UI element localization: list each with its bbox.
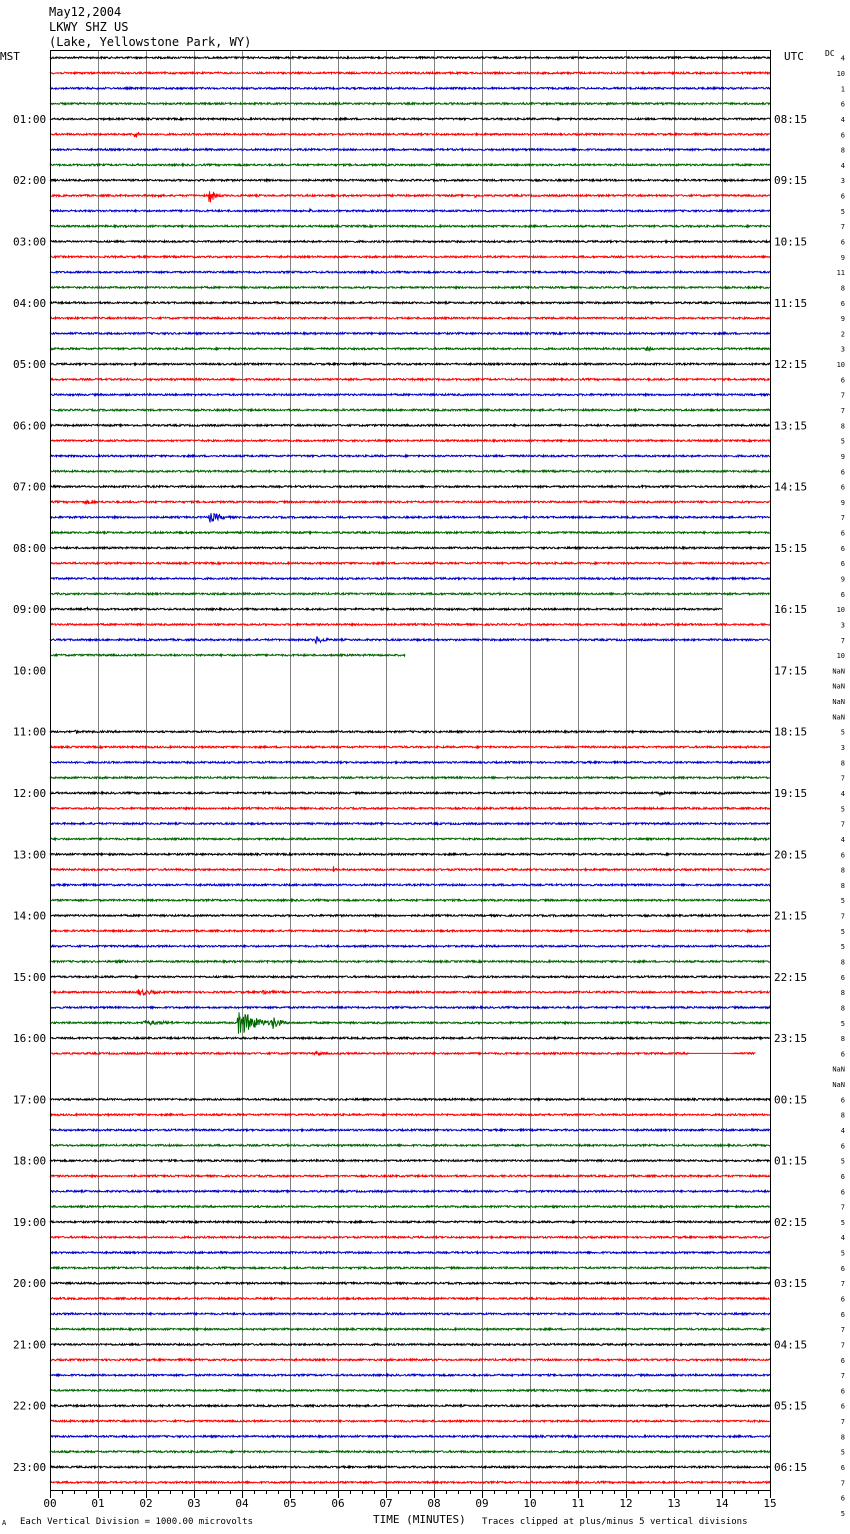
trace-row xyxy=(50,1236,770,1238)
x-tick-label: 04 xyxy=(235,1497,249,1510)
dc-offset-label: NaN xyxy=(832,698,845,707)
dc-offset-label: 6 xyxy=(840,1356,845,1365)
trace-row xyxy=(50,1328,770,1330)
trace-row xyxy=(50,1451,770,1453)
left-hour-label: 11:00 xyxy=(13,725,47,739)
dc-offset-label: 8 xyxy=(840,422,845,431)
dc-offset-label: 6 xyxy=(840,851,845,860)
dc-offset-label: 7 xyxy=(840,912,845,921)
dc-offset-label: 7 xyxy=(840,391,845,400)
dc-offset-label: 5 xyxy=(840,1218,845,1227)
dc-offset-label: 6 xyxy=(840,1295,845,1304)
dc-offset-label: 8 xyxy=(840,1035,845,1044)
dc-offset-label: 6 xyxy=(840,1402,845,1411)
dc-offset-label: 10 xyxy=(836,606,845,615)
dc-offset-label: 8 xyxy=(840,958,845,967)
dc-offset-label: 6 xyxy=(840,1096,845,1105)
x-tick-label: 10 xyxy=(523,1497,537,1510)
right-hour-label: 02:15 xyxy=(774,1215,808,1229)
dc-offset-label: 6 xyxy=(840,376,845,385)
trace-row xyxy=(50,532,770,534)
dc-offset-label: 3 xyxy=(840,177,845,186)
trace-row xyxy=(50,807,770,809)
right-hour-label: 15:15 xyxy=(774,541,808,555)
dc-offset-label: 7 xyxy=(840,1341,845,1350)
trace-row xyxy=(50,1129,770,1131)
trace-row xyxy=(50,424,770,426)
footer-scale-note: Each Vertical Division = 1000.00 microvolts xyxy=(20,1517,253,1527)
right-timezone-label: UTC xyxy=(784,50,804,63)
dc-offset-label: 9 xyxy=(840,253,845,262)
right-hour-label: 11:15 xyxy=(774,296,808,310)
left-timezone-label: MST xyxy=(0,50,20,63)
trace-row xyxy=(50,87,770,89)
trace-row xyxy=(50,989,770,995)
right-hour-label: 04:15 xyxy=(774,1338,808,1352)
trace-row xyxy=(50,624,770,626)
dc-offset-label: 11 xyxy=(836,269,845,278)
left-hour-label: 21:00 xyxy=(13,1338,47,1352)
x-tick-label: 02 xyxy=(139,1497,153,1510)
dc-offset-label: 7 xyxy=(840,1203,845,1212)
dc-offset-label: 7 xyxy=(840,636,845,645)
trace-row xyxy=(50,164,770,166)
dc-offset-label: 5 xyxy=(840,897,845,906)
dc-offset-label: 8 xyxy=(840,881,845,890)
dc-offset-label: 8 xyxy=(840,866,845,875)
right-hour-label: 18:15 xyxy=(774,725,808,739)
dc-offset-label: 5 xyxy=(840,1509,845,1518)
right-hour-label: 16:15 xyxy=(774,603,808,617)
dc-offset-label: 5 xyxy=(840,1157,845,1166)
trace-row xyxy=(50,915,770,917)
dc-offset-label: 7 xyxy=(840,514,845,523)
trace-row xyxy=(50,118,770,120)
trace-row xyxy=(50,72,770,74)
dc-offset-label: 6 xyxy=(840,1464,845,1473)
dc-offset-label: 5 xyxy=(840,1448,845,1457)
dc-offset-label: 6 xyxy=(840,544,845,553)
dc-offset-label: 6 xyxy=(840,1172,845,1181)
trace-row xyxy=(50,547,770,549)
trace-row xyxy=(50,822,770,825)
trace-row xyxy=(50,853,770,855)
trace-row xyxy=(50,1160,770,1162)
trace-row xyxy=(50,1359,770,1361)
right-hour-label: 00:15 xyxy=(774,1093,808,1107)
dc-offset-label: NaN xyxy=(832,1081,845,1090)
left-hour-label: 09:00 xyxy=(13,603,47,617)
trace-row xyxy=(50,317,770,319)
trace-row xyxy=(50,485,770,488)
trace-row xyxy=(50,945,770,947)
trace-row xyxy=(50,500,770,504)
trace-row xyxy=(50,1037,770,1039)
trace-row xyxy=(50,241,770,243)
dc-offset-label: 6 xyxy=(840,590,845,599)
x-tick-label: 13 xyxy=(667,1497,681,1510)
dc-offset-label: 7 xyxy=(840,820,845,829)
dc-offset-label: 6 xyxy=(840,1387,845,1396)
dc-offset-label: 6 xyxy=(840,468,845,477)
dc-offset-label: 8 xyxy=(840,759,845,768)
dc-offset-label: 2 xyxy=(840,330,845,339)
left-hour-label: 04:00 xyxy=(13,296,47,310)
x-tick-label: 08 xyxy=(427,1497,441,1510)
dc-offset-label: 6 xyxy=(840,131,845,140)
trace-row xyxy=(50,761,770,763)
right-hour-label: 08:15 xyxy=(774,112,808,126)
left-hour-label: 16:00 xyxy=(13,1032,47,1046)
left-hour-label: 14:00 xyxy=(13,909,47,923)
left-hour-label: 03:00 xyxy=(13,235,47,249)
x-tick-label: 11 xyxy=(571,1497,585,1510)
trace-row xyxy=(50,1405,770,1407)
dc-offset-label: 6 xyxy=(840,483,845,492)
dc-offset-label: 7 xyxy=(840,1372,845,1381)
trace-row xyxy=(50,866,770,871)
dc-offset-label: 8 xyxy=(840,284,845,293)
trace-row xyxy=(50,899,770,901)
trace-row xyxy=(50,593,770,595)
dc-offset-label: 6 xyxy=(840,560,845,569)
dc-offset-label: 6 xyxy=(840,1494,845,1503)
dc-offset-label: 9 xyxy=(840,315,845,324)
right-hour-label: 05:15 xyxy=(774,1399,808,1413)
dc-offset-label: 5 xyxy=(840,1019,845,1028)
right-hour-label: 01:15 xyxy=(774,1154,808,1168)
x-axis-title: TIME (MINUTES) xyxy=(373,1513,466,1526)
dc-offset-label: 8 xyxy=(840,1111,845,1120)
trace-row xyxy=(50,333,770,335)
dc-offset-label: 4 xyxy=(840,54,845,63)
right-hour-label: 23:15 xyxy=(774,1032,808,1046)
x-tick-label: 06 xyxy=(331,1497,345,1510)
left-hour-label: 02:00 xyxy=(13,174,47,188)
trace-row xyxy=(50,347,770,351)
trace-row xyxy=(50,654,405,656)
dc-offset-label: 9 xyxy=(840,452,845,461)
left-hour-label: 07:00 xyxy=(13,480,47,494)
dc-offset-label: 5 xyxy=(840,943,845,952)
footer-corner-mark: A xyxy=(2,1519,7,1527)
dc-offset-label: 5 xyxy=(840,207,845,216)
trace-row xyxy=(50,440,770,442)
dc-offset-label: 3 xyxy=(840,345,845,354)
trace-row xyxy=(50,455,770,457)
dc-offset-label: 4 xyxy=(840,115,845,124)
trace-row xyxy=(50,562,770,564)
dc-offset-label: 4 xyxy=(840,835,845,844)
trace-row xyxy=(50,1252,770,1254)
right-hour-label: 19:15 xyxy=(774,786,808,800)
dc-offset-label: 3 xyxy=(840,744,845,753)
header-location: (Lake, Yellowstone Park, WY) xyxy=(49,35,252,49)
trace-row xyxy=(50,1298,770,1300)
trace-row xyxy=(50,976,770,978)
dc-offset-label: NaN xyxy=(832,682,845,691)
trace-row xyxy=(50,379,770,381)
dc-offset-label: 9 xyxy=(840,498,845,507)
left-hour-label: 15:00 xyxy=(13,970,47,984)
trace-row xyxy=(50,1420,770,1422)
left-hour-label: 20:00 xyxy=(13,1277,47,1291)
trace-row xyxy=(50,746,770,748)
trace-row xyxy=(50,777,770,779)
dc-offset-label: 6 xyxy=(840,299,845,308)
x-tick-label: 14 xyxy=(715,1497,729,1510)
trace-row xyxy=(50,637,770,644)
trace-row xyxy=(50,1175,770,1177)
trace-row xyxy=(50,1012,770,1033)
dc-offset-label: 5 xyxy=(840,927,845,936)
left-hour-label: 13:00 xyxy=(13,848,47,862)
dc-offset-label: 5 xyxy=(840,728,845,737)
dc-offset-label: 5 xyxy=(840,805,845,814)
trace-row xyxy=(50,256,770,258)
left-hour-label: 17:00 xyxy=(13,1093,47,1107)
left-hour-label: 12:00 xyxy=(13,786,47,800)
trace-row xyxy=(50,287,770,289)
left-hour-label: 23:00 xyxy=(13,1461,47,1475)
trace-row xyxy=(50,1374,770,1376)
right-hour-label: 14:15 xyxy=(774,480,808,494)
trace-row xyxy=(50,363,770,365)
dc-offset-label: 6 xyxy=(840,100,845,109)
trace-row xyxy=(50,132,770,138)
left-hour-label: 08:00 xyxy=(13,541,47,555)
left-hour-label: 22:00 xyxy=(13,1399,47,1413)
dc-offset-label: NaN xyxy=(832,1065,845,1074)
dc-offset-label: 4 xyxy=(840,1234,845,1243)
x-tick-label: 03 xyxy=(187,1497,201,1510)
dc-offset-label: 10 xyxy=(836,69,845,78)
x-tick-label: 12 xyxy=(619,1497,633,1510)
trace-row xyxy=(50,1267,770,1269)
dc-offset-label: 6 xyxy=(840,1310,845,1319)
trace-row xyxy=(50,730,770,733)
trace-row xyxy=(50,1436,770,1438)
x-tick-label: 00 xyxy=(43,1497,57,1510)
trace-row xyxy=(50,179,770,182)
trace-row xyxy=(50,209,770,212)
dc-offset-label: 6 xyxy=(840,1188,845,1197)
trace-group xyxy=(50,57,770,1483)
trace-row xyxy=(50,1190,770,1192)
right-hour-label: 13:15 xyxy=(774,419,808,433)
trace-row xyxy=(50,1114,770,1116)
trace-row xyxy=(50,513,770,522)
x-tick-label: 15 xyxy=(763,1497,777,1510)
dc-header-label: DC xyxy=(825,49,835,58)
plot-frame xyxy=(51,51,771,1491)
grid xyxy=(99,50,723,1490)
dc-offset-label: 6 xyxy=(840,973,845,982)
dc-offset-label: 7 xyxy=(840,223,845,232)
dc-offset-label: NaN xyxy=(832,667,845,676)
dc-offset-label: 5 xyxy=(840,1249,845,1258)
dc-offset-label: 8 xyxy=(840,1004,845,1013)
trace-row xyxy=(50,1390,770,1392)
trace-row xyxy=(50,1344,770,1346)
dc-offset-label: 4 xyxy=(840,789,845,798)
trace-row xyxy=(50,578,770,580)
dc-offset-label: 6 xyxy=(840,238,845,247)
right-hour-label: 03:15 xyxy=(774,1277,808,1291)
x-tick-label: 01 xyxy=(91,1497,105,1510)
dc-offset-label: 7 xyxy=(840,1280,845,1289)
x-tick-label: 09 xyxy=(475,1497,489,1510)
trace-row xyxy=(50,191,770,202)
dc-offset-label: 4 xyxy=(840,161,845,170)
dc-offset-label: NaN xyxy=(832,713,845,722)
dc-offset-label: 1 xyxy=(840,85,845,94)
right-hour-label: 17:15 xyxy=(774,664,808,678)
trace-row xyxy=(50,1221,770,1223)
left-hour-label: 01:00 xyxy=(13,112,47,126)
dc-offset-label: 7 xyxy=(840,1479,845,1488)
dc-offset-label: 10 xyxy=(836,361,845,370)
dc-offset-label: 8 xyxy=(840,146,845,155)
left-hour-label: 10:00 xyxy=(13,664,47,678)
trace-row xyxy=(50,1099,770,1101)
trace-row xyxy=(50,103,770,105)
dc-offset-label: 9 xyxy=(840,575,845,584)
right-hour-label: 22:15 xyxy=(774,970,808,984)
left-hour-label: 06:00 xyxy=(13,419,47,433)
dc-offset-label: 7 xyxy=(840,774,845,783)
dc-offset-label: 6 xyxy=(840,192,845,201)
x-tick-label: 05 xyxy=(283,1497,297,1510)
dc-offset-label: 7 xyxy=(840,1418,845,1427)
dc-offset-label: 5 xyxy=(840,437,845,446)
left-hour-label: 19:00 xyxy=(13,1215,47,1229)
dc-offset-label: 8 xyxy=(840,1433,845,1442)
dc-offset-label: 6 xyxy=(840,1142,845,1151)
trace-row xyxy=(50,1466,770,1468)
right-hour-label: 21:15 xyxy=(774,909,808,923)
dc-offset-label: 8 xyxy=(840,989,845,998)
right-hour-label: 20:15 xyxy=(774,848,808,862)
dc-offset-label: 7 xyxy=(840,407,845,415)
trace-row xyxy=(50,1144,770,1146)
trace-row xyxy=(50,409,770,411)
trace-row xyxy=(50,929,770,932)
trace-row xyxy=(50,1282,770,1284)
right-hour-label: 09:15 xyxy=(774,174,808,188)
trace-row xyxy=(50,271,770,273)
header-station: LKWY SHZ US xyxy=(49,20,129,34)
trace-row xyxy=(50,1206,770,1208)
left-hour-label: 05:00 xyxy=(13,358,47,372)
trace-row xyxy=(50,1481,770,1483)
left-hour-label: 18:00 xyxy=(13,1154,47,1168)
footer-clip-note: Traces clipped at plus/minus 5 vertical divisions xyxy=(482,1517,748,1527)
trace-row xyxy=(50,1007,770,1009)
right-hour-label: 10:15 xyxy=(774,235,808,249)
trace-row xyxy=(50,225,770,227)
right-hour-label: 12:15 xyxy=(774,358,808,372)
dc-offset-label: 3 xyxy=(840,621,845,630)
dc-offset-label: 6 xyxy=(840,1264,845,1273)
trace-row xyxy=(50,1051,756,1054)
header-date: May12,2004 xyxy=(49,5,122,19)
trace-row xyxy=(50,1313,770,1315)
trace-row xyxy=(50,394,770,396)
trace-row xyxy=(50,792,770,795)
trace-row xyxy=(50,960,770,963)
right-hour-label: 06:15 xyxy=(774,1461,808,1475)
trace-row xyxy=(50,470,770,472)
trace-row xyxy=(50,149,770,151)
trace-row xyxy=(50,302,770,304)
dc-offset-label: 7 xyxy=(840,1326,845,1335)
trace-row xyxy=(50,838,770,840)
x-tick-label: 07 xyxy=(379,1497,393,1510)
dc-offset-label: 4 xyxy=(840,1127,845,1135)
dc-offset-label: 6 xyxy=(840,1050,845,1059)
trace-row xyxy=(50,57,770,59)
dc-offset-label: 6 xyxy=(840,529,845,538)
trace-row xyxy=(50,884,770,886)
dc-offset-label: 10 xyxy=(836,652,845,661)
